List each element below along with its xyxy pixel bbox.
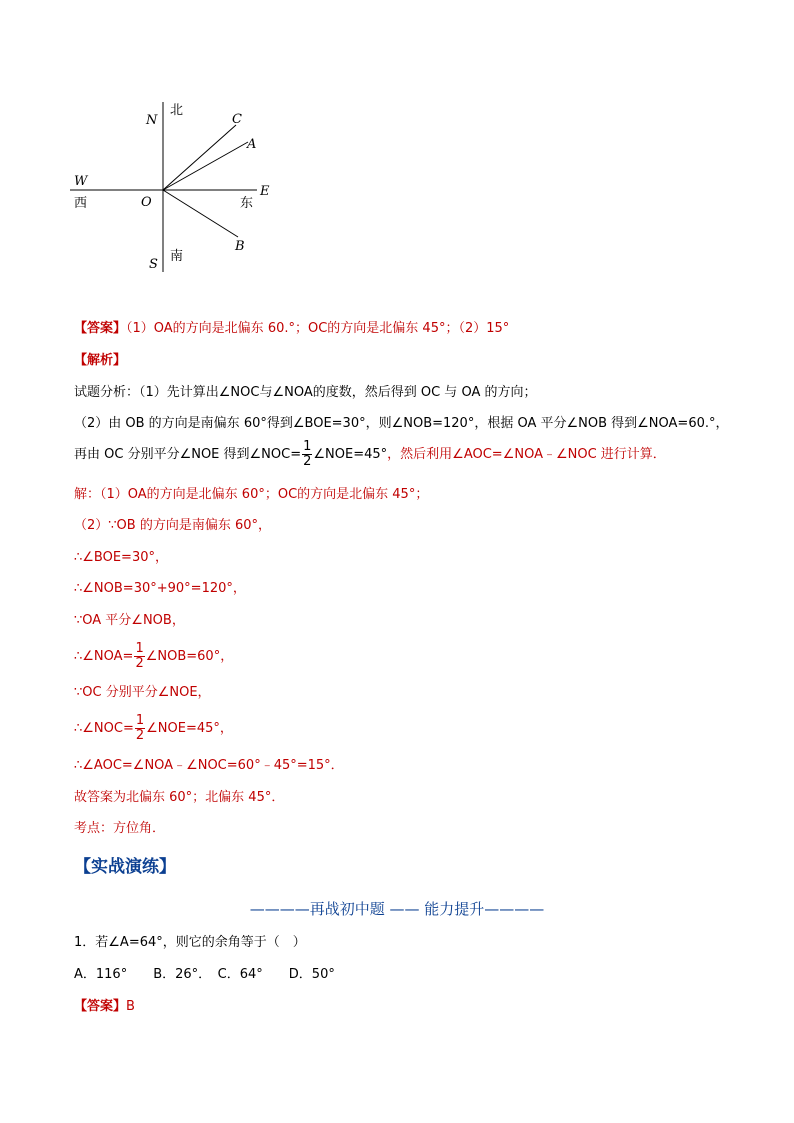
ray-oc xyxy=(163,125,236,190)
label-n: N xyxy=(146,113,158,128)
solution-line-6 xyxy=(74,642,233,671)
label-south: 南 xyxy=(170,249,184,264)
ray-oa xyxy=(163,142,248,190)
label-e: E xyxy=(260,184,270,199)
label-west: 西 xyxy=(74,196,88,211)
solution-line-3: ∴∠BOE=30°， xyxy=(74,550,168,565)
label-east: 东 xyxy=(240,196,254,211)
solution-line-8-part-a: ∴∠NOC= xyxy=(74,721,134,736)
solution-line-1: 解：（1）OA的方向是北偏东 60°；OC的方向是北偏东 45°； xyxy=(74,487,429,502)
solution-line-2: （2）∵OB 的方向是南偏东 60°， xyxy=(74,518,271,533)
solution-line-11: 考点：方位角． xyxy=(74,821,166,836)
analysis-line-3-part-c: ，然后利用∠AOC=∠NOA﹣∠NOC 进行计算． xyxy=(387,447,666,462)
question-options: A．116° B．26°． C．64° D．50° xyxy=(74,967,335,982)
fraction-denominator: 2 xyxy=(303,454,312,469)
solution-line-10: 故答案为北偏东 60°；北偏东 45°． xyxy=(74,790,285,805)
fraction-denominator-2: 2 xyxy=(135,656,144,671)
label-s: S xyxy=(149,257,158,272)
solution-line-6-part-b: ∠NOB=60°， xyxy=(145,649,234,664)
section-title: 【实战演练】 xyxy=(74,857,176,877)
question-answer-line xyxy=(74,998,135,1016)
solution-line-7: ∵OC 分别平分∠NOE， xyxy=(74,685,211,700)
answer-text: （1）OA的方向是北偏东 60.°；OC的方向是北偏东 45°；（2）15° xyxy=(126,321,510,336)
label-c: C xyxy=(232,112,242,127)
analysis-tag-line xyxy=(74,352,126,370)
fraction-half-2 xyxy=(134,642,144,671)
analysis-line-2: （2）由 OB 的方向是南偏东 60°得到∠BOE=30°，则∠NOB=120°，根据 OA 平分∠NOB 得到∠NOA=60.°， xyxy=(74,416,729,431)
question-answer-tag: 【答案】 xyxy=(74,999,127,1014)
solution-line-4: ∴∠NOB=30°+90°=120°， xyxy=(74,581,246,596)
solution-line-8 xyxy=(74,714,233,743)
label-w: W xyxy=(74,174,88,189)
analysis-line-1: 试题分析：（1）先计算出∠NOC与∠NOA的度数，然后得到 OC 与 OA 的方向； xyxy=(74,385,537,400)
solution-line-5: ∵OA 平分∠NOB， xyxy=(74,613,185,628)
direction-diagram xyxy=(60,92,290,282)
label-b: B xyxy=(235,239,245,254)
fraction-numerator: 1 xyxy=(303,439,312,454)
fraction-numerator-2: 1 xyxy=(135,641,144,656)
answer-tag: 【答案】 xyxy=(74,321,127,336)
label-a: A xyxy=(247,137,257,152)
solution-line-6-part-a: ∴∠NOA= xyxy=(74,649,134,664)
label-north: 北 xyxy=(170,103,184,118)
fraction-half xyxy=(302,440,312,469)
analysis-line-3-part-b: ∠NOE=45° xyxy=(313,447,388,462)
question-answer-value: B xyxy=(126,999,135,1014)
section-subtitle: ————再战初中题 —— 能力提升———— xyxy=(249,900,545,918)
label-o: O xyxy=(141,195,152,210)
answer-line xyxy=(74,320,509,338)
analysis-line-3 xyxy=(74,440,666,469)
fraction-half-3 xyxy=(135,714,145,743)
analysis-tag: 【解析】 xyxy=(74,353,127,368)
ray-ob xyxy=(163,190,238,237)
question-stem: 1．若∠A=64°，则它的余角等于（ ） xyxy=(74,935,306,950)
solution-line-8-part-b: ∠NOE=45°， xyxy=(146,721,233,736)
analysis-line-3-part-a: 再由 OC 分别平分∠NOE 得到∠NOC= xyxy=(74,447,302,462)
fraction-denominator-3: 2 xyxy=(135,728,145,743)
fraction-numerator-3: 1 xyxy=(135,713,145,728)
solution-line-9: ∴∠AOC=∠NOA﹣∠NOC=60°﹣45°=15°． xyxy=(74,758,344,773)
